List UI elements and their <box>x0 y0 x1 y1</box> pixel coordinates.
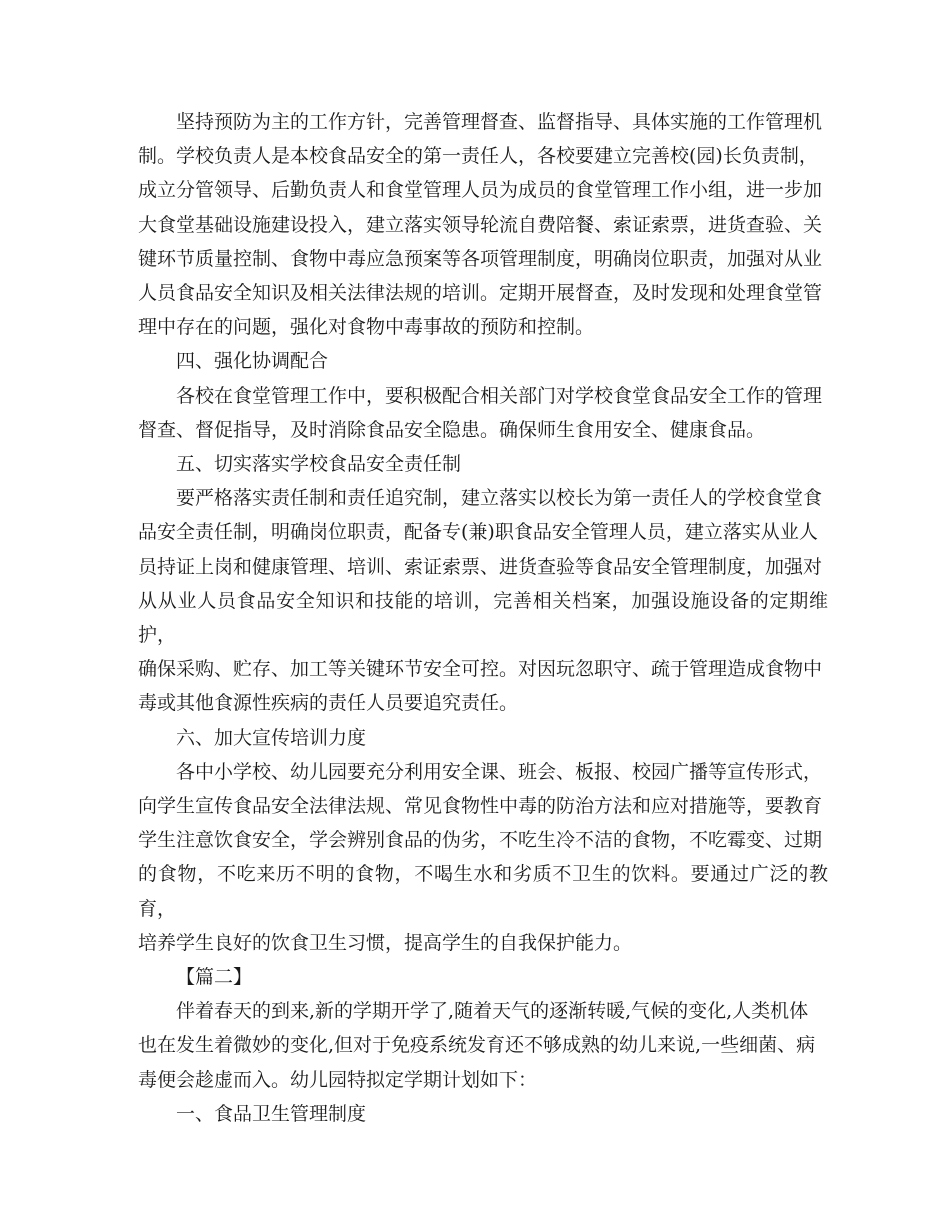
paragraph-coordination: 各校在食堂管理工作中，要积极配合相关部门对学校食堂食品安全工作的管理 督查、督促指导，及时消除食品安全隐患。确保师生食用安全、健康食品。 <box>138 384 823 441</box>
section-heading-5: 五、切实落实学校食品安全责任制 <box>176 453 462 476</box>
section-heading-4: 四、强化协调配合 <box>176 350 329 373</box>
section-heading-6: 六、加大宣传培训力度 <box>176 726 367 749</box>
section-heading-1: 一、食品卫生管理制度 <box>176 1102 367 1125</box>
paragraph-management-mechanism: 坚持预防为主的工作方针，完善管理督查、监督指导、具体实施的工作管理机 制。学校负责人是本校食品安全的第一责任人，各校要建立完善校(园)长负责制， 成立分管领导、后勤负责人和食堂管理人员为成员的食堂管理工作小组，进一步加 大食堂基础设施建设投入，建立落实领导轮流自费陪餐、索证索票，进货查验、关 键环节质量控制、食物中毒应急预案等各项管理制度，明确岗位职责，加强对从业 人员食品安全知识及相关法律法规的培训。定期开展督查，及时发现和处理食堂管 理中存在的问题，强化对食物中毒事故的预防和控制。 <box>138 111 823 339</box>
paragraph-publicity-training: 各中小学校、幼儿园要充分利用安全课、班会、板报、校园广播等宣传形式， 向学生宣传食品安全法律法规、常见食物性中毒的防治方法和应对措施等，要教育 学生注意饮食安全，学会辨别食品的伪劣，不吃生冷不洁的食物，不吃霉变、过期 的食物，不吃来历不明的食物，不喝生水和劣质不卫生的饮料。要通过广泛的教育， 培养学生良好的饮食卫生习惯，提高学生的自我保护能力。 <box>138 760 828 954</box>
document-body <box>138 105 828 1131</box>
part-two-heading: 【篇二】 <box>176 966 253 989</box>
paragraph-responsibility: 要严格落实责任制和责任追究制，建立落实以校长为第一责任人的学校食堂食 品安全责任制，明确岗位职责，配备专(兼)职食品安全管理人员，建立落实从业人 员持证上岗和健康管理、培训、索证索票、进货查验等食品安全管理制度，加强对 从从业人员食品安全知识和技能的培训，完善相关档案，加强设施设备的定期维护， 确保采购、贮存、加工等关键环节安全可控。对因玩忽职守、疏于管理造成食物中 毒或其他食源性疾病的责任人员要追究责任。 <box>138 487 828 715</box>
paragraph-spring-intro: 伴着春天的到来,新的学期开学了,随着天气的逐渐转暖,气候的变化,人类机体 也在发生着微妙的变化,但对于免疫系统发育还不够成熟的幼儿来说,一些细菌、病 毒便会趁虚而入。幼儿园特拟定学期计划如下： <box>138 1000 816 1091</box>
